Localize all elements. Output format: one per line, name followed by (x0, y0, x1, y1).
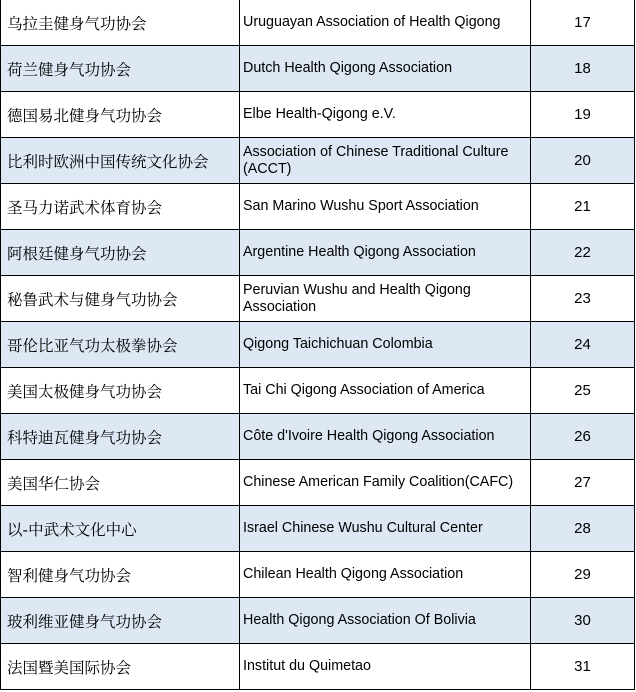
chinese-name-cell: 科特迪瓦健身气功协会 (1, 414, 240, 459)
table-row (1, 229, 635, 275)
english-name-cell: Uruguayan Association of Health Qigong (240, 0, 531, 45)
english-name-cell: Argentine Health Qigong Association (240, 230, 531, 275)
english-name-cell: Chilean Health Qigong Association (240, 552, 531, 597)
number-cell: 28 (531, 506, 635, 551)
number-cell: 29 (531, 552, 635, 597)
chinese-name-cell: 荷兰健身气功协会 (1, 46, 240, 91)
table-row (1, 459, 635, 505)
english-name-cell: Elbe Health-Qigong e.V. (240, 92, 531, 137)
table-row (1, 551, 635, 597)
english-name-cell: Peruvian Wushu and Health Qigong Association (240, 276, 531, 321)
number-cell: 18 (531, 46, 635, 91)
table-row (1, 505, 635, 551)
table-row (1, 0, 635, 45)
number-cell: 21 (531, 184, 635, 229)
table-row (1, 597, 635, 643)
number-cell: 26 (531, 414, 635, 459)
table-row (1, 275, 635, 321)
table-row (1, 91, 635, 137)
number-cell: 20 (531, 138, 635, 183)
english-name-cell: Association of Chinese Traditional Culture (ACCT) (240, 138, 531, 183)
table-row (1, 643, 635, 689)
chinese-name-cell: 乌拉圭健身气功协会 (1, 0, 240, 45)
english-name-cell: San Marino Wushu Sport Association (240, 184, 531, 229)
number-cell: 27 (531, 460, 635, 505)
chinese-name-cell: 以-中武术文化中心 (1, 506, 240, 551)
table-row (1, 137, 635, 183)
number-cell: 17 (531, 0, 635, 45)
english-name-cell: Health Qigong Association Of Bolivia (240, 598, 531, 643)
table-row (1, 321, 635, 367)
chinese-name-cell: 玻利维亚健身气功协会 (1, 598, 240, 643)
english-name-cell: Dutch Health Qigong Association (240, 46, 531, 91)
table-row (1, 413, 635, 459)
chinese-name-cell: 比利时欧洲中国传统文化协会 (1, 138, 240, 183)
number-cell: 24 (531, 322, 635, 367)
chinese-name-cell: 法国暨美国际协会 (1, 644, 240, 689)
english-name-cell: Israel Chinese Wushu Cultural Center (240, 506, 531, 551)
chinese-name-cell: 美国太极健身气功协会 (1, 368, 240, 413)
english-name-cell: Qigong Taichichuan Colombia (240, 322, 531, 367)
chinese-name-cell: 秘鲁武术与健身气功协会 (1, 276, 240, 321)
number-cell: 19 (531, 92, 635, 137)
english-name-cell: Côte d'Ivoire Health Qigong Association (240, 414, 531, 459)
chinese-name-cell: 德国易北健身气功协会 (1, 92, 240, 137)
table-row (1, 45, 635, 91)
chinese-name-cell: 圣马力诺武术体育协会 (1, 184, 240, 229)
number-cell: 25 (531, 368, 635, 413)
chinese-name-cell: 智利健身气功协会 (1, 552, 240, 597)
number-cell: 23 (531, 276, 635, 321)
number-cell: 22 (531, 230, 635, 275)
english-name-cell: Tai Chi Qigong Association of America (240, 368, 531, 413)
english-name-cell: Chinese American Family Coalition(CAFC) (240, 460, 531, 505)
table-row (1, 367, 635, 413)
number-cell: 30 (531, 598, 635, 643)
chinese-name-cell: 阿根廷健身气功协会 (1, 230, 240, 275)
english-name-cell: Institut du Quimetao (240, 644, 531, 689)
table-row (1, 183, 635, 229)
number-cell: 31 (531, 644, 635, 689)
chinese-name-cell: 美国华仁协会 (1, 460, 240, 505)
chinese-name-cell: 哥伦比亚气功太极拳协会 (1, 322, 240, 367)
